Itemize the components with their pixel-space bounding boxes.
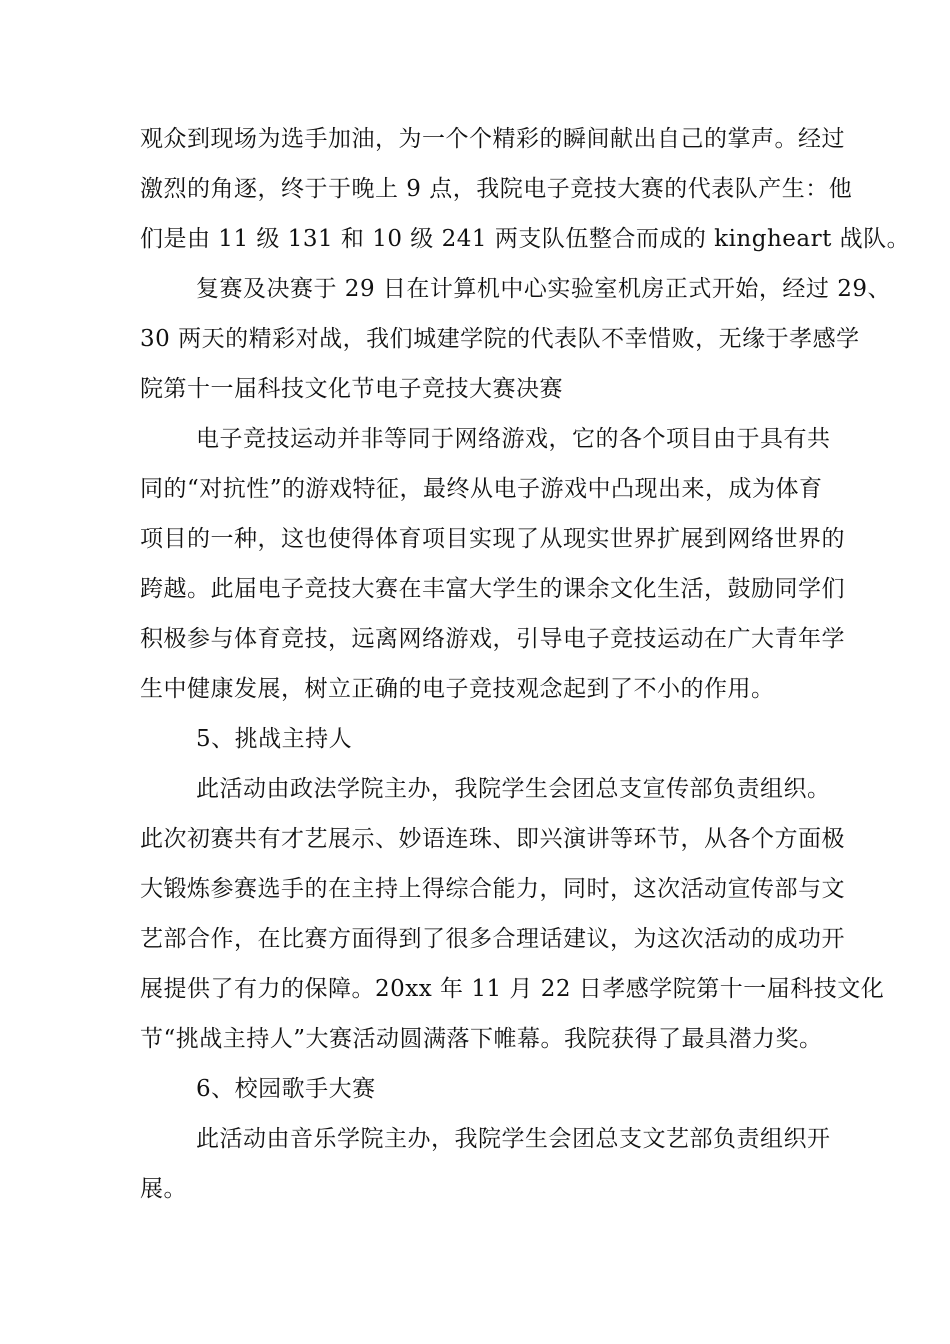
paragraph-line: 复赛及决赛于 29 日在计算机中心实验室机房正式开始，经过 29、 [196,276,891,302]
paragraph-line: 跨越。此届电子竞技大赛在丰富大学生的课余文化生活，鼓励同学们 [140,576,845,602]
paragraph-line: 同的“对抗性”的游戏特征，最终从电子游戏中凸现出来，成为体育 [140,476,823,502]
paragraph-line: 电子竞技运动并非等同于网络游戏，它的各个项目由于具有共 [196,426,831,452]
paragraph-line: 激烈的角逐，终于于晚上 9 点，我院电子竞技大赛的代表队产生：他 [140,176,853,202]
paragraph-line: 院第十一届科技文化节电子竞技大赛决赛 [140,376,563,402]
paragraph-line: 艺部合作，在比赛方面得到了很多合理话建议，为这次活动的成功开 [140,926,845,952]
section-heading-campus-singer: 6、校园歌手大赛 [196,1076,376,1102]
section-heading-host-challenge: 5、挑战主持人 [196,726,353,752]
paragraph-line: 节“挑战主持人”大赛活动圆满落下帷幕。我院获得了最具潜力奖。 [140,1026,823,1052]
paragraph-line: 此次初赛共有才艺展示、妙语连珠、即兴演讲等环节，从各个方面极 [140,826,845,852]
paragraph-line: 30 两天的精彩对战，我们城建学院的代表队不幸惜败，无缘于孝感学 [140,326,860,352]
paragraph-line: 此活动由政法学院主办，我院学生会团总支宣传部负责组织。 [196,776,831,802]
paragraph-line: 大锻炼参赛选手的在主持上得综合能力，同时，这次活动宣传部与文 [140,876,845,902]
paragraph-line: 项目的一种，这也使得体育项目实现了从现实世界扩展到网络世界的 [140,526,845,552]
paragraph-line: 观众到现场为选手加油，为一个个精彩的瞬间献出自己的掌声。经过 [140,126,845,152]
paragraph-line: 展提供了有力的保障。20xx 年 11 月 22 日孝感学院第十一届科技文化 [140,976,885,1002]
paragraph-line: 们是由 11 级 131 和 10 级 241 两支队伍整合而成的 kingheart 战队。 [140,226,911,252]
paragraph-line: 展。 [140,1176,187,1202]
paragraph-line: 此活动由音乐学院主办，我院学生会团总支文艺部负责组织开 [196,1126,831,1152]
paragraph-line: 生中健康发展，树立正确的电子竞技观念起到了不小的作用。 [140,676,775,702]
paragraph-line: 积极参与体育竞技，远离网络游戏，引导电子竞技运动在广大青年学 [140,626,845,652]
